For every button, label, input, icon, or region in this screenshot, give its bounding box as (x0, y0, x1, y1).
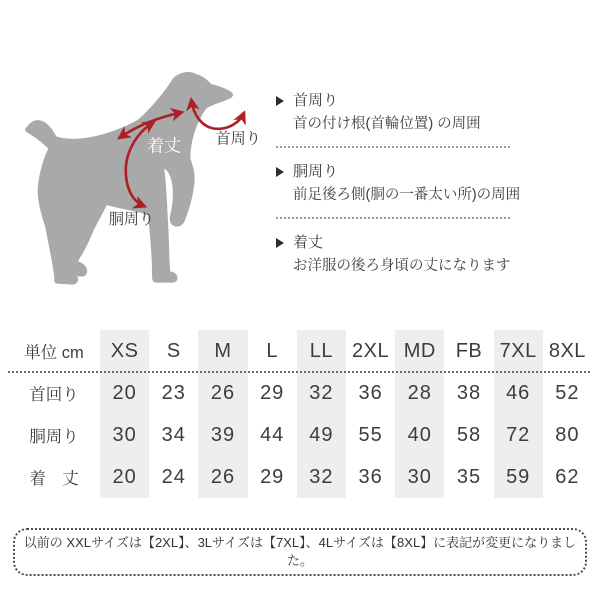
legend-title: 首周り (293, 92, 339, 109)
row-label-0: 首回り (29, 386, 79, 404)
table-cell: 38 (456, 381, 482, 404)
right-triangle-icon (276, 96, 284, 106)
table-cell: 34 (161, 423, 186, 446)
size-header-2xl: 2XL (352, 339, 390, 362)
table-cell: 28 (395, 372, 444, 414)
table-cell: 39 (198, 414, 247, 456)
table-cell: 36 (358, 465, 383, 488)
table-cell: 26 (198, 456, 247, 498)
size-header-s: S (166, 339, 181, 362)
size-header-8xl: 8XL (548, 339, 586, 362)
table-cell: 59 (494, 456, 543, 498)
legend-title: 胴周り (293, 163, 339, 180)
right-triangle-icon (276, 238, 284, 248)
dotted-separator (276, 146, 510, 148)
table-cell: 62 (555, 465, 580, 488)
table-cell: 32 (297, 456, 346, 498)
dotted-separator (276, 217, 510, 219)
legend-item-neck (276, 90, 510, 134)
measurement-legend (276, 90, 521, 276)
size-header-l: L (266, 339, 278, 362)
table-cell: 30 (395, 456, 444, 498)
legend-item-length (276, 232, 510, 276)
table-cell: 20 (100, 372, 149, 414)
legend-title: 着丈 (293, 234, 324, 251)
girth-label: 胴周り (108, 211, 155, 229)
table-cell: 80 (555, 423, 580, 446)
table-cell: 30 (100, 414, 149, 456)
table-cell: 49 (297, 414, 346, 456)
table-cell: 44 (260, 423, 285, 446)
table-cell: 35 (456, 465, 482, 488)
legend-desc: 前足後ろ側(胴の一番太い所)の周囲 (293, 187, 521, 203)
legend-desc: 首の付け根(首輪位置) の周囲 (293, 116, 481, 132)
size-header-ll: LL (297, 330, 346, 372)
right-triangle-icon (276, 167, 284, 177)
table-cell: 58 (456, 423, 482, 446)
size-header-m: M (198, 330, 247, 372)
table-cell: 72 (494, 414, 543, 456)
table-cell: 46 (494, 372, 543, 414)
row-label-1: 胴周り (29, 428, 79, 446)
table-cell: 26 (198, 372, 247, 414)
row-label-2: 着 丈 (29, 470, 79, 488)
table-cell: 52 (555, 381, 580, 404)
legend-desc: お洋服の後ろ身頃の丈になります (293, 258, 511, 274)
size-header-md: MD (395, 330, 444, 372)
unit-label: 単位 cm (24, 344, 84, 362)
table-cell: 32 (297, 372, 346, 414)
size-table (8, 330, 592, 498)
size-header-7xl: 7XL (494, 330, 543, 372)
table-cell: 29 (260, 465, 285, 488)
table-cell: 20 (100, 456, 149, 498)
legend-item-girth (276, 161, 521, 205)
table-cell: 36 (358, 381, 383, 404)
length-label: 着丈 (147, 135, 182, 156)
table-cell: 40 (395, 414, 444, 456)
table-cell: 23 (161, 381, 186, 404)
table-cell: 29 (260, 381, 285, 404)
size-header-xs: XS (100, 330, 149, 372)
dog-silhouette (25, 72, 233, 285)
table-cell: 24 (161, 465, 186, 488)
table-cell: 55 (358, 423, 383, 446)
neck-label: 首周り (215, 130, 261, 148)
size-header-fb: FB (455, 339, 483, 362)
dog-measurement-diagram (14, 64, 266, 326)
size-rename-note: 以前の XXLサイズは【2XL】、3Lサイズは【7XL】、4Lサイズは【8XL】に表記が変更になりました。 (13, 528, 587, 576)
table-header-divider (8, 371, 590, 373)
